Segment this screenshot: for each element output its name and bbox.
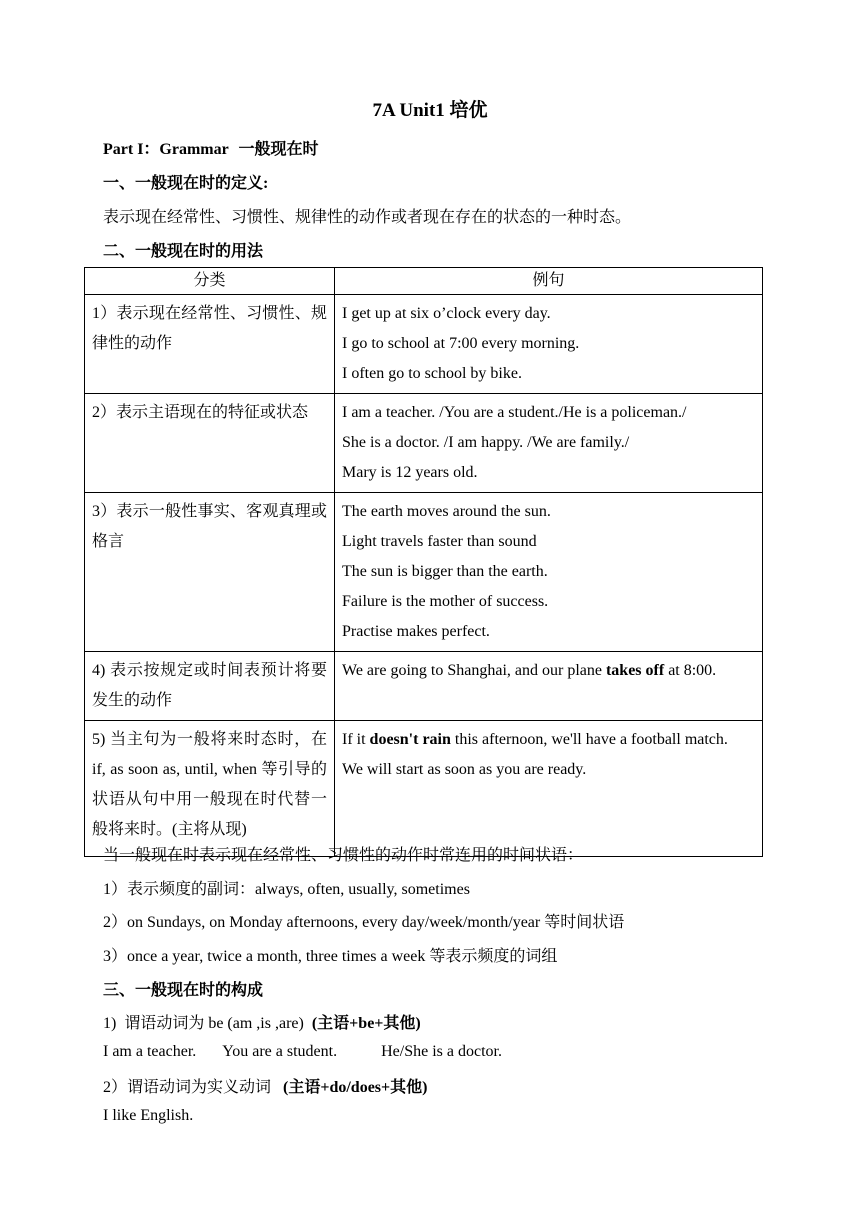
usage-category: 2）表示主语现在的特征或状态 xyxy=(85,394,335,493)
usage-category: 3）表示一般性事实、客观真理或格言 xyxy=(85,493,335,652)
example-sentence: Mary is 12 years old. xyxy=(342,464,478,481)
structure-item-be xyxy=(103,1010,421,1033)
example-text: If it xyxy=(342,731,370,748)
table-row xyxy=(85,721,763,857)
adverbial-item: 2）on Sundays, on Monday afternoons, every day/week/month/year 等时间状语 xyxy=(103,914,625,931)
section1-heading: 一、一般现在时的定义: xyxy=(103,175,269,192)
example-keyword: doesn't rain xyxy=(369,731,451,748)
example-sentence: The earth moves around the sun. xyxy=(342,503,551,520)
example-sentence: The sun is bigger than the earth. xyxy=(342,563,548,580)
example-text: this afternoon, we'll have a football match. xyxy=(450,731,728,748)
table-header-row xyxy=(85,268,763,295)
table-row xyxy=(85,652,763,721)
structure-example-verb: I like English. xyxy=(103,1107,194,1124)
table-row xyxy=(85,493,763,652)
example-sentence: We will start as soon as you are ready. xyxy=(342,761,587,778)
structure-formula: (主语+do/does+其他) xyxy=(283,1079,428,1096)
example-sentence: I am a teacher. xyxy=(103,1043,197,1060)
example-sentence xyxy=(342,725,755,755)
structure-item-verb xyxy=(103,1074,427,1097)
definition-text: 表示现在经常性、习惯性、规律性的动作或者现在存在的状态的一种时态。 xyxy=(103,209,632,226)
usage-examples xyxy=(335,652,763,721)
section3-heading: 三、一般现在时的构成 xyxy=(103,982,264,999)
example-sentence: I get up at six o’clock every day. xyxy=(342,305,551,322)
usage-category: 5) 当主句为一般将来时态时，在 if, as soon as, until, when 等引导的状语从句中用一般现在时代替一般将来时。(主将从现) xyxy=(85,721,335,857)
usage-table xyxy=(84,267,763,857)
document-title: 7A Unit1 培优 xyxy=(372,100,488,121)
usage-category: 1）表示现在经常性、习惯性、规律性的动作 xyxy=(85,295,335,394)
example-sentence: You are a student. xyxy=(222,1043,338,1060)
table-header-example: 例句 xyxy=(335,268,763,295)
table-header-category: 分类 xyxy=(85,268,335,295)
example-sentence: I am a teacher. /You are a student./He is a policeman./ xyxy=(342,404,687,421)
example-sentence: He/She is a doctor. xyxy=(381,1043,502,1060)
section2-heading: 二、一般现在时的用法 xyxy=(103,243,264,260)
table-row xyxy=(85,394,763,493)
example-sentence: Light travels faster than sound xyxy=(342,533,537,550)
usage-examples xyxy=(335,295,763,394)
usage-examples xyxy=(335,721,763,857)
usage-category: 4) 表示按规定或时间表预计将要发生的动作 xyxy=(85,652,335,721)
example-sentence: She is a doctor. /I am happy. /We are family./ xyxy=(342,434,630,451)
example-sentence: I often go to school by bike. xyxy=(342,365,522,382)
structure-label: 1) 谓语动词为 be (am ,is ,are) xyxy=(103,1015,312,1032)
example-sentence: Failure is the mother of success. xyxy=(342,593,549,610)
part-heading-prefix: Part I：Grammar xyxy=(103,141,229,158)
part-heading-suffix: 一般现在时 xyxy=(238,141,319,158)
adverbial-intro: 当一般现在时表示现在经常性、习惯性的动作时常连用的时间状语： xyxy=(103,847,584,864)
adverbial-item: 1）表示频度的副词：always, often, usually, sometimes xyxy=(103,881,470,898)
structure-examples-be xyxy=(103,1043,502,1061)
usage-examples xyxy=(335,493,763,652)
example-sentence: Practise makes perfect. xyxy=(342,623,490,640)
usage-examples xyxy=(335,394,763,493)
example-sentence xyxy=(342,656,755,686)
example-keyword: takes off xyxy=(605,662,665,679)
structure-label: 2）谓语动词为实义动词 xyxy=(103,1079,284,1096)
part-heading xyxy=(103,136,318,159)
example-sentence: I go to school at 7:00 every morning. xyxy=(342,335,580,352)
example-text: at 8:00. xyxy=(664,662,717,679)
table-row xyxy=(85,295,763,394)
example-text: We are going to Shanghai, and our plane xyxy=(342,662,606,679)
adverbial-item: 3）once a year, twice a month, three times a week 等表示频度的词组 xyxy=(103,948,558,965)
structure-formula: (主语+be+其他) xyxy=(311,1015,421,1032)
